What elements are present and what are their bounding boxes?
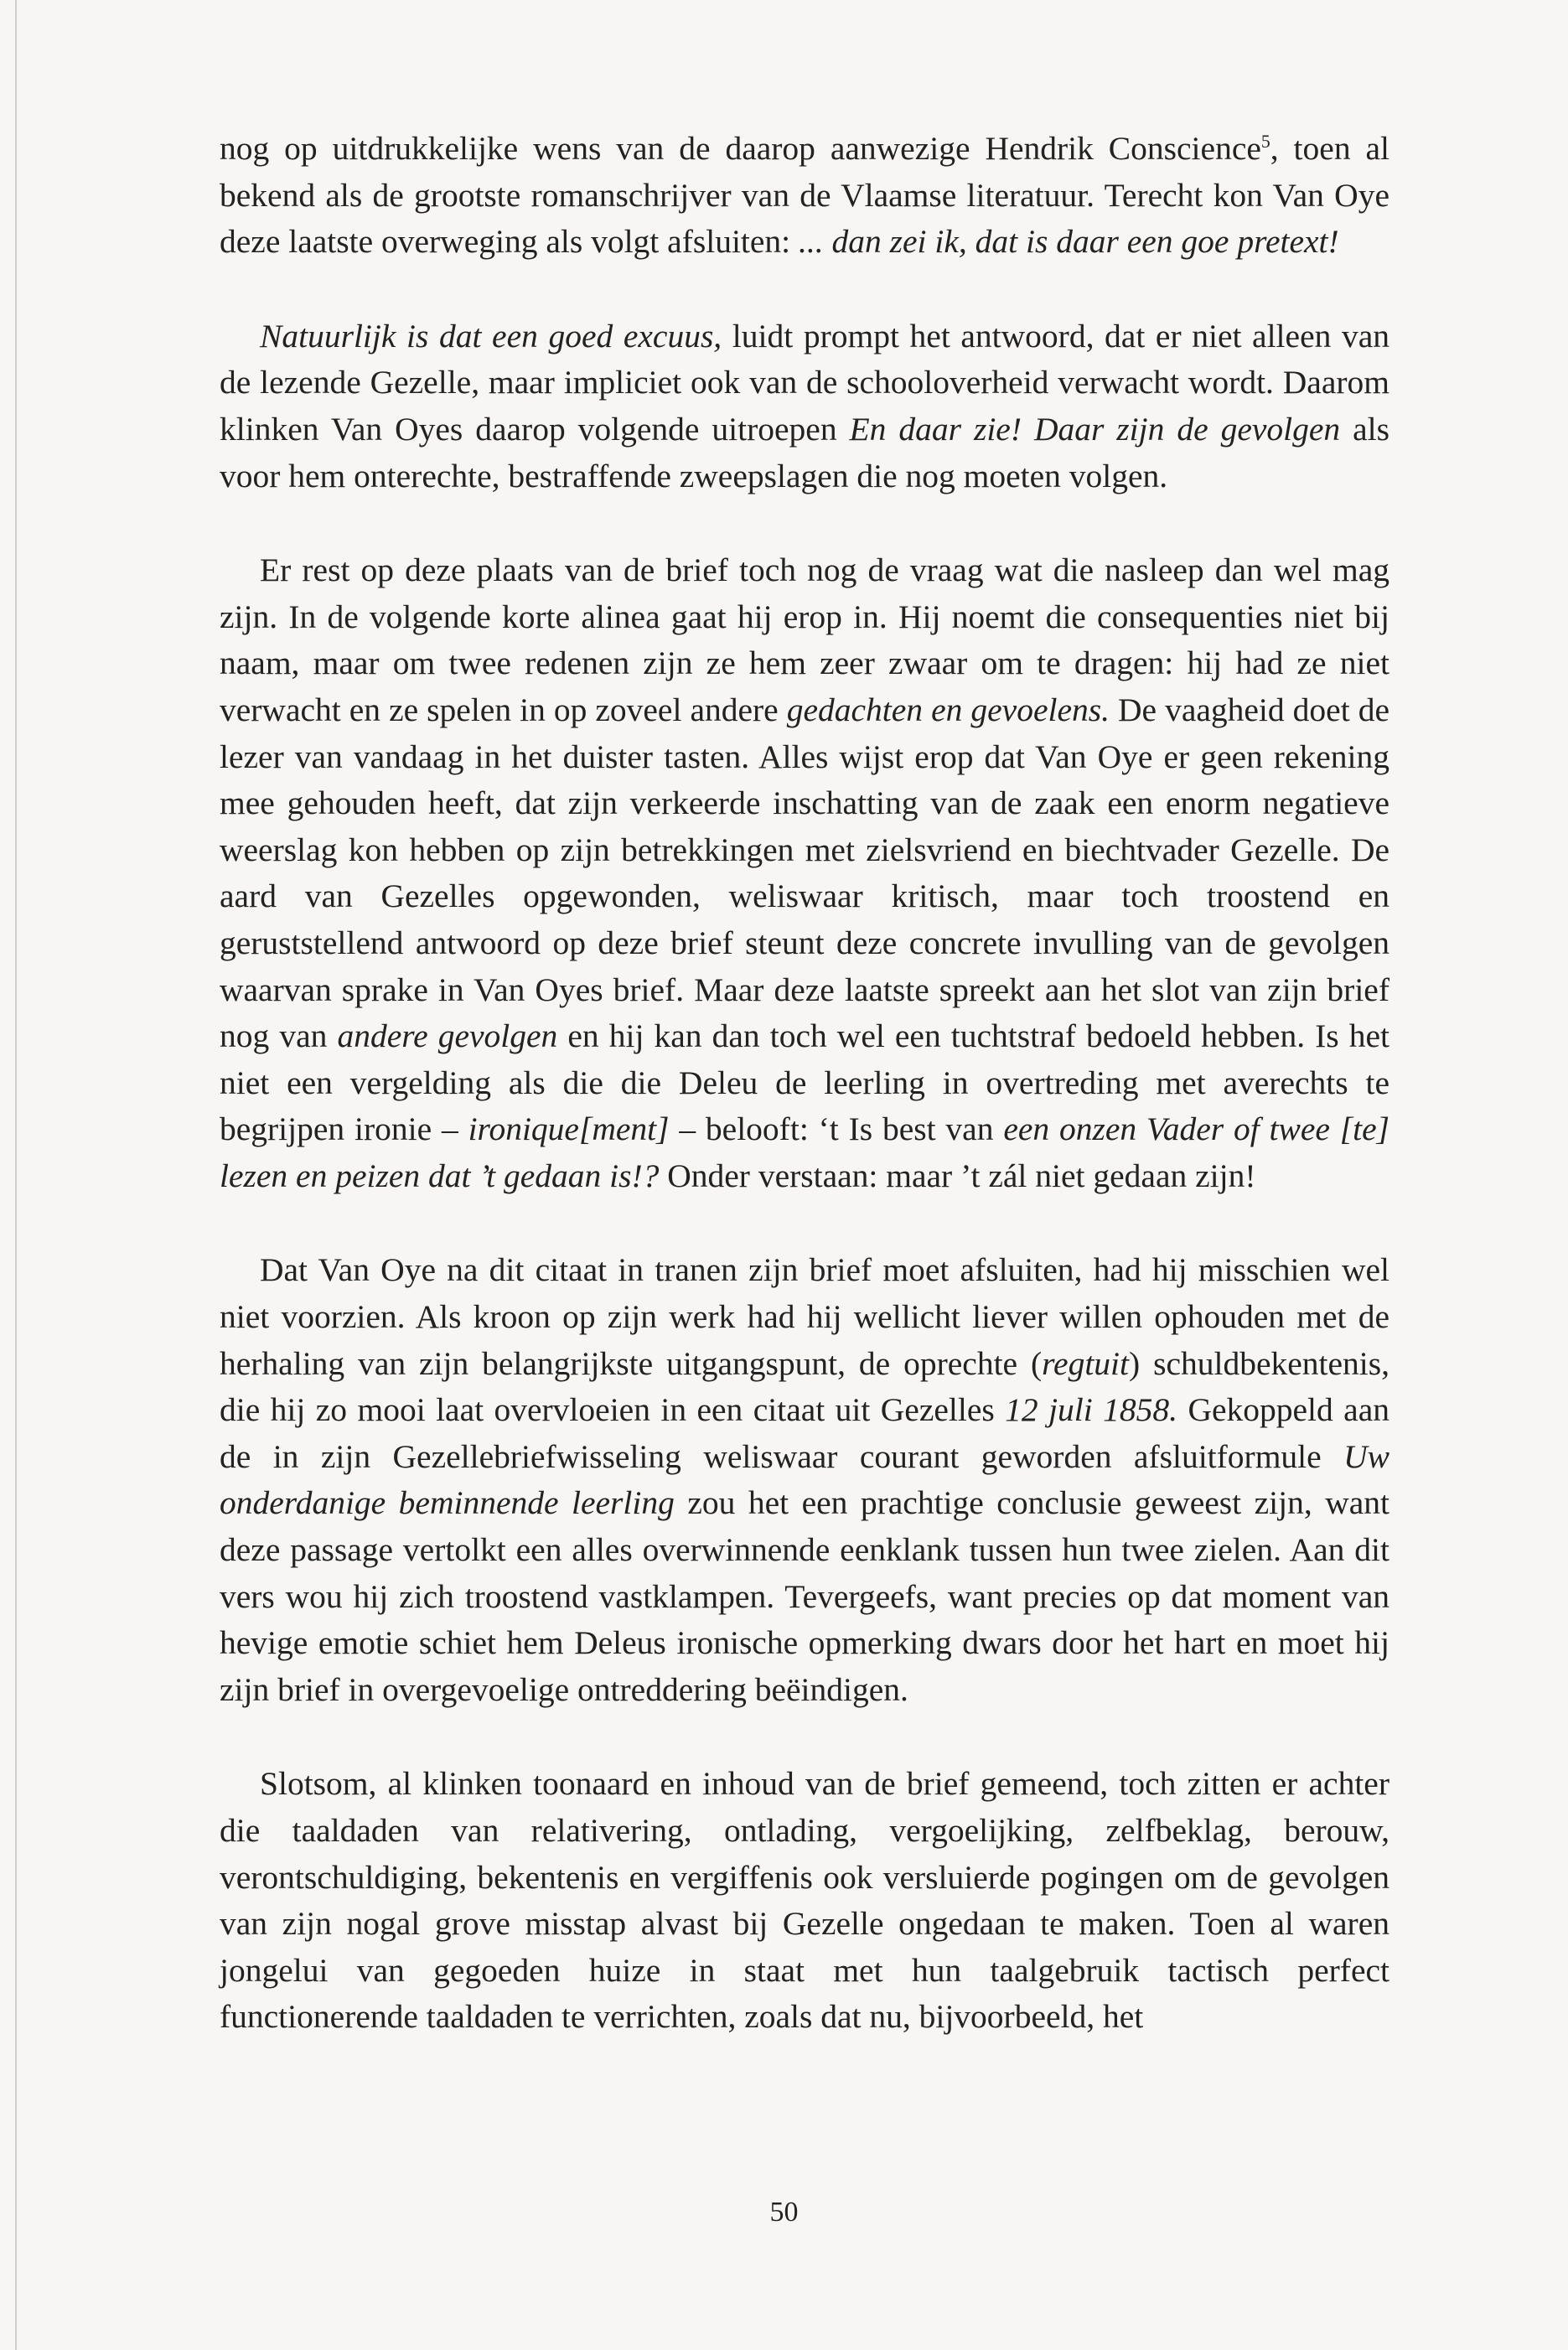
text-run: luidt prompt het antwoord, dat er niet alleen van de lezende Gezelle, maar impliciet ook van de schooloverheid verwacht wordt. Daarom klinken Van Oyes daarop volgende uitroepen bbox=[220, 317, 1389, 448]
paragraph bbox=[220, 1761, 1389, 2041]
italic-text: een onzen Vader of twee [te] lezen en peizen dat ’t gedaan is!? bbox=[220, 1110, 1389, 1194]
paragraph bbox=[220, 1247, 1389, 1713]
text-run: De vaagheid doet de lezer van vandaag in het duister tasten. Alles wijst erop dat Van Oye er geen rekening mee gehouden heeft, dat zijn verkeerde inschatting van de zaak een enorm negatieve weerslag kon hebben op zijn betrekkingen met zielsvriend en biechtvader Gezelle. De aard van Gezelles opgewonden, weliswaar kritisch, maar toch troostend en geruststellend antwoord op deze brief steunt deze concrete invulling van de gevolgen waarvan sprake in Van Oyes brief. Maar deze laatste spreekt aan het slot van zijn brief nog van bbox=[220, 691, 1389, 1055]
page-number: 50 bbox=[769, 2197, 799, 2228]
text-run: ) schuldbekentenis, die hij zo mooi laat overvloeien in een citaat uit Gezelles bbox=[220, 1344, 1389, 1429]
italic-text: ... dan zei ik, dat is daar een goe pretext! bbox=[799, 223, 1339, 261]
text-run: nog op uitdrukkelijke wens van de daarop aanwezige Hendrik Conscience bbox=[220, 130, 1261, 167]
body-text bbox=[220, 126, 1389, 2089]
italic-text: Uw onderdanige beminnende leerling bbox=[220, 1437, 1389, 1522]
page-edge-shadow bbox=[15, 0, 17, 2350]
italic-text: regtuit bbox=[1042, 1344, 1130, 1382]
text-run: Slotsom, al klinken toonaard en inhoud van de brief gemeend, toch zitten er achter die taaldaden van relativering, ontlading, vergoelijking, zelfbeklag, berouw, verontschuldiging, bekentenis en vergiffenis ook versluierde pogingen om de gevolgen van zijn nogal grove misstap alvast bij Gezelle ongedaan te maken. Toen al waren jongelui van gegoeden huize in staat met hun taalgebruik tactisch perfect functionerende taaldaden te verrichten, zoals dat nu, bijvoorbeeld, het bbox=[220, 1765, 1389, 2036]
text-run: en hij kan dan toch wel een tuchtstraf bedoeld hebben. Is het niet een vergelding als die die Deleu de leerling in overtreding met averechts te begrijpen ironie – bbox=[220, 1017, 1389, 1148]
text-run: zou het een prachtige conclusie geweest zijn, want deze passage vertolkt een alles overwinnende eenklank tussen hun twee zielen. Aan dit vers wou hij zich troostend vastklampen. Tevergeefs, want precies op dat moment van hevige emotie schiet hem Deleus ironische opmerking dwars door het hart en moet hij zijn brief in overgevoelige ontreddering beëindigen. bbox=[220, 1484, 1389, 1708]
text-run: – belooft: ‘t Is best van bbox=[669, 1110, 1004, 1148]
paragraph bbox=[220, 313, 1389, 500]
italic-text: andere gevolgen bbox=[337, 1017, 558, 1055]
paragraph bbox=[220, 547, 1389, 1199]
italic-text: Natuurlijk is dat een goed excuus, bbox=[260, 317, 722, 355]
italic-text: gedachten en gevoelens. bbox=[786, 691, 1110, 728]
text-run: Onder verstaan: maar ’t zál niet gedaan zijn! bbox=[659, 1157, 1256, 1194]
italic-text: En daar zie! Daar zijn de gevolgen bbox=[849, 410, 1341, 448]
italic-text: ironique[ment] bbox=[468, 1110, 670, 1148]
paragraph bbox=[220, 126, 1389, 266]
text-run: , toen al bekend als de grootste romanschrijver van de Vlaamse literatuur. Terecht kon Van Oye deze laatste overweging als volgt afsluiten: bbox=[220, 130, 1390, 261]
text-run: Gekoppeld aan de in zijn Gezellebriefwisseling weliswaar courant geworden afsluitformule bbox=[220, 1391, 1389, 1475]
italic-text: 12 juli 1858. bbox=[1005, 1391, 1178, 1429]
text-run: Dat Van Oye na dit citaat in tranen zijn brief moet afsluiten, had hij misschien wel niet voorzien. Als kroon op zijn werk had hij wellicht liever willen ophouden met de herhaling van zijn belangrijkste uitgangspunt, de oprechte ( bbox=[220, 1251, 1389, 1382]
text-run: als voor hem onterechte, bestraffende zweepslagen die nog moeten volgen. bbox=[220, 410, 1389, 494]
text-run: Er rest op deze plaats van de brief toch nog de vraag wat die nasleep dan wel mag zijn. In de volgende korte alinea gaat hij erop in. Hij noemt die consequenties niet bij naam, maar om twee redenen zijn ze hem zeer zwaar om te dragen: hij had ze niet verwacht en ze spelen in op zoveel andere bbox=[220, 551, 1389, 728]
footnote-ref: 5 bbox=[1260, 131, 1270, 152]
